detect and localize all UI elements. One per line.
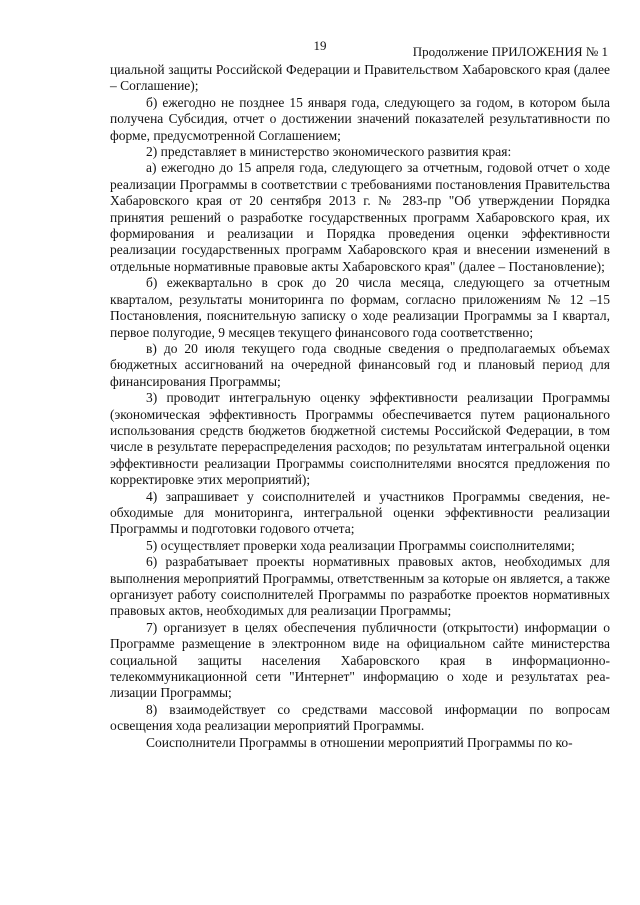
- paragraph-11: 7) организует в целях обеспечения публичности (открытости) информации о Программе размещение в электронном виде на официальном сайте министерства социальной защиты населения Хабаровского края в информационнотелекоммуникационной сети "Интернет" информацию о ходе и результатах реализации Программы;: [110, 619, 610, 701]
- paragraph-5: б) ежеквартально в срок до 20 числа месяца, следующего за отчетным кварталом, результаты мониторинга по формам, согласно приложениям № 12 –15 Постановления, пояснительную записку о ходе реализации Программы за I квартал, первое полугодие, 9 месяцев текущего финансового года соответственно;: [110, 275, 610, 340]
- paragraph-12: 8) взаимодействует со средствами массовой информации по вопросам освещения хода реализации мероприятий Программы.: [110, 701, 610, 734]
- paragraph-1: циальной защиты Российской Федерации и Правительством Хабаровского края (далее – Соглашение);: [110, 62, 610, 94]
- page-number: 19: [313, 38, 327, 53]
- document-body: [110, 62, 610, 751]
- paragraph-10: 6) разрабатывает проекты нормативных правовых актов, необходимых для выполнения мероприятий Программы, ответственным за которые он является, а также организует работу соисполнителей Программы по разработке проектов нормативных правовых актов, необходимых для реализации Программы;: [110, 554, 610, 619]
- paragraph-8: 4) запрашивает у соисполнителей и участников Программы сведения, необходимые для мониторинга, интегральной оценки эффективности реализации Программы и подготовки годового отчета;: [110, 488, 610, 537]
- paragraph-13: Соисполнители Программы в отношении мероприятий Программы по ко-: [146, 734, 573, 750]
- paragraph-9: 5) осуществляет проверки хода реализации Программы соисполнителями;: [146, 537, 575, 553]
- header-continuation-note: Продолжение ПРИЛОЖЕНИЯ № 1: [412, 44, 608, 59]
- paragraph-3: 2) представляет в министерство экономического развития края:: [146, 144, 512, 160]
- paragraph-4: а) ежегодно до 15 апреля года, следующего за отчетным, годовой отчет о ходе реализации Программы в соответствии с требованиями постановления Правительства Хабаровского края от 20 сентября 2013 г. № 283-пр "Об утверждении Порядка принятия решений о разработке государственных программ Хабаровского края, их формирования и реализации и Порядка проведения оценки эффективности реализации государственных программ Хабаровского края и внесении изменений в отдельные нормативные правовые акты Хабаровского края" (далее – Постановление);: [110, 160, 610, 274]
- paragraph-7: 3) проводит интегральную оценку эффективности реализации Программы (экономическая эффективность Программы обеспечивается путем рационального использования средств бюджетов бюджетной системы Российской Федерации, в том числе в результате перераспределения расходов; по результатам интегральной оценки эффективности реализации Программы соисполнителями вносятся предложения по корректировке этих мероприятий);: [110, 390, 610, 488]
- paragraph-6: в) до 20 июля текущего года сводные сведения о предполагаемых объемах бюджетных ассигнований на очередной финансовый год и плановый период для финансирования Программы;: [110, 340, 610, 389]
- paragraph-2: б) ежегодно не позднее 15 января года, следующего за годом, в котором была получена Субсидия, отчет о достижении значений показателей результативности по форме, предусмотренной Соглашением;: [110, 94, 610, 143]
